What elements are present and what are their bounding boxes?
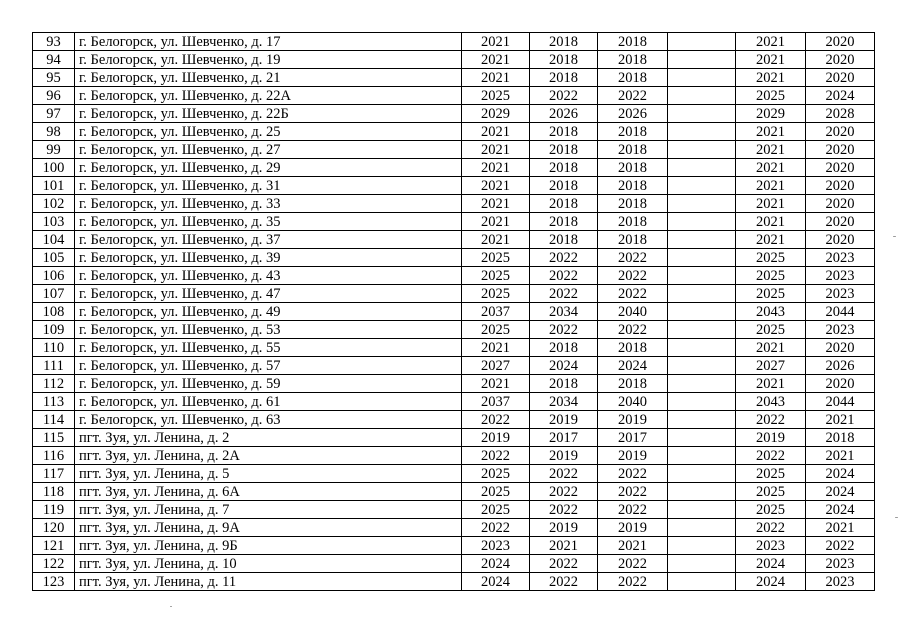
table-row <box>33 573 875 591</box>
year-cell: 2023 <box>806 267 875 285</box>
year-cell: 2034 <box>530 303 598 321</box>
address-cell: пгт. Зуя, ул. Ленина, д. 2 <box>75 429 462 447</box>
year-cell: 2022 <box>598 87 668 105</box>
year-cell: 2019 <box>598 447 668 465</box>
year-cell: 2024 <box>736 555 806 573</box>
year-cell: 2020 <box>806 159 875 177</box>
year-cell <box>668 375 736 393</box>
year-cell: 2022 <box>598 555 668 573</box>
year-cell: 2021 <box>736 123 806 141</box>
row-number: 108 <box>33 303 75 321</box>
table-row <box>33 213 875 231</box>
year-cell: 2018 <box>598 339 668 357</box>
address-cell: г. Белогорск, ул. Шевченко, д. 37 <box>75 231 462 249</box>
year-cell: 2018 <box>598 51 668 69</box>
year-cell <box>668 519 736 537</box>
year-cell: 2020 <box>806 339 875 357</box>
row-number: 122 <box>33 555 75 573</box>
year-cell <box>668 537 736 555</box>
year-cell <box>668 465 736 483</box>
year-cell <box>668 501 736 519</box>
year-cell: 2025 <box>462 483 530 501</box>
year-cell: 2021 <box>462 159 530 177</box>
table-row <box>33 87 875 105</box>
row-number: 120 <box>33 519 75 537</box>
year-cell: 2025 <box>736 321 806 339</box>
year-cell: 2020 <box>806 33 875 51</box>
year-cell: 2022 <box>736 519 806 537</box>
year-cell: 2021 <box>736 375 806 393</box>
year-cell: 2021 <box>736 195 806 213</box>
year-cell: 2043 <box>736 393 806 411</box>
year-cell: 2024 <box>530 357 598 375</box>
row-number: 96 <box>33 87 75 105</box>
row-number: 94 <box>33 51 75 69</box>
year-cell: 2018 <box>598 231 668 249</box>
year-cell <box>668 573 736 591</box>
scan-speck <box>895 517 898 518</box>
buildings-table <box>32 32 875 591</box>
year-cell <box>668 303 736 321</box>
year-cell: 2025 <box>462 465 530 483</box>
year-cell: 2021 <box>462 375 530 393</box>
year-cell <box>668 393 736 411</box>
year-cell: 2022 <box>530 465 598 483</box>
row-number: 121 <box>33 537 75 555</box>
year-cell: 2018 <box>530 213 598 231</box>
year-cell: 2028 <box>806 105 875 123</box>
address-cell: пгт. Зуя, ул. Ленина, д. 7 <box>75 501 462 519</box>
year-cell: 2023 <box>806 285 875 303</box>
year-cell: 2022 <box>736 411 806 429</box>
address-cell: г. Белогорск, ул. Шевченко, д. 61 <box>75 393 462 411</box>
year-cell: 2022 <box>598 483 668 501</box>
year-cell: 2021 <box>462 33 530 51</box>
year-cell: 2021 <box>462 339 530 357</box>
year-cell: 2022 <box>598 321 668 339</box>
year-cell: 2018 <box>598 33 668 51</box>
year-cell: 2023 <box>806 555 875 573</box>
year-cell: 2021 <box>530 537 598 555</box>
address-cell: г. Белогорск, ул. Шевченко, д. 31 <box>75 177 462 195</box>
year-cell <box>668 213 736 231</box>
year-cell: 2022 <box>598 285 668 303</box>
year-cell: 2024 <box>806 87 875 105</box>
address-cell: г. Белогорск, ул. Шевченко, д. 43 <box>75 267 462 285</box>
year-cell: 2018 <box>530 33 598 51</box>
year-cell: 2022 <box>598 249 668 267</box>
address-cell: г. Белогорск, ул. Шевченко, д. 27 <box>75 141 462 159</box>
row-number: 105 <box>33 249 75 267</box>
year-cell: 2018 <box>530 159 598 177</box>
row-number: 102 <box>33 195 75 213</box>
row-number: 115 <box>33 429 75 447</box>
year-cell: 2037 <box>462 393 530 411</box>
year-cell: 2021 <box>736 177 806 195</box>
year-cell: 2018 <box>530 231 598 249</box>
table-row <box>33 519 875 537</box>
year-cell: 2043 <box>736 303 806 321</box>
year-cell: 2025 <box>462 267 530 285</box>
year-cell: 2020 <box>806 123 875 141</box>
table-row <box>33 123 875 141</box>
year-cell: 2025 <box>462 249 530 267</box>
year-cell: 2025 <box>736 285 806 303</box>
row-number: 119 <box>33 501 75 519</box>
address-cell: г. Белогорск, ул. Шевченко, д. 35 <box>75 213 462 231</box>
year-cell: 2020 <box>806 69 875 87</box>
year-cell <box>668 87 736 105</box>
table-row <box>33 33 875 51</box>
row-number: 95 <box>33 69 75 87</box>
year-cell <box>668 555 736 573</box>
row-number: 123 <box>33 573 75 591</box>
address-cell: г. Белогорск, ул. Шевченко, д. 49 <box>75 303 462 321</box>
year-cell: 2018 <box>598 177 668 195</box>
table-row <box>33 177 875 195</box>
row-number: 103 <box>33 213 75 231</box>
year-cell: 2022 <box>736 447 806 465</box>
year-cell: 2022 <box>806 537 875 555</box>
year-cell <box>668 33 736 51</box>
year-cell: 2022 <box>530 483 598 501</box>
row-number: 118 <box>33 483 75 501</box>
year-cell: 2018 <box>806 429 875 447</box>
year-cell <box>668 51 736 69</box>
address-cell: г. Белогорск, ул. Шевченко, д. 57 <box>75 357 462 375</box>
year-cell: 2017 <box>530 429 598 447</box>
row-number: 110 <box>33 339 75 357</box>
address-cell: г. Белогорск, ул. Шевченко, д. 33 <box>75 195 462 213</box>
address-cell: пгт. Зуя, ул. Ленина, д. 11 <box>75 573 462 591</box>
year-cell: 2044 <box>806 303 875 321</box>
year-cell: 2023 <box>806 321 875 339</box>
year-cell: 2037 <box>462 303 530 321</box>
year-cell: 2021 <box>598 537 668 555</box>
address-cell: г. Белогорск, ул. Шевченко, д. 59 <box>75 375 462 393</box>
year-cell: 2026 <box>806 357 875 375</box>
year-cell: 2027 <box>462 357 530 375</box>
year-cell: 2025 <box>736 267 806 285</box>
row-number: 97 <box>33 105 75 123</box>
year-cell: 2018 <box>530 123 598 141</box>
table-row <box>33 195 875 213</box>
year-cell: 2021 <box>462 69 530 87</box>
table-row <box>33 267 875 285</box>
year-cell: 2018 <box>598 159 668 177</box>
year-cell: 2021 <box>736 33 806 51</box>
year-cell: 2034 <box>530 393 598 411</box>
year-cell: 2019 <box>736 429 806 447</box>
year-cell: 2019 <box>462 429 530 447</box>
year-cell <box>668 321 736 339</box>
year-cell: 2022 <box>462 447 530 465</box>
address-cell: г. Белогорск, ул. Шевченко, д. 39 <box>75 249 462 267</box>
year-cell: 2021 <box>462 177 530 195</box>
year-cell: 2020 <box>806 141 875 159</box>
year-cell: 2024 <box>462 573 530 591</box>
year-cell: 2018 <box>598 195 668 213</box>
address-cell: г. Белогорск, ул. Шевченко, д. 17 <box>75 33 462 51</box>
address-cell: г. Белогорск, ул. Шевченко, д. 21 <box>75 69 462 87</box>
table-row <box>33 51 875 69</box>
year-cell: 2024 <box>806 483 875 501</box>
year-cell: 2025 <box>462 87 530 105</box>
year-cell: 2019 <box>598 411 668 429</box>
year-cell: 2018 <box>530 141 598 159</box>
year-cell: 2018 <box>598 123 668 141</box>
year-cell <box>668 195 736 213</box>
year-cell <box>668 123 736 141</box>
year-cell <box>668 69 736 87</box>
year-cell <box>668 483 736 501</box>
year-cell: 2025 <box>462 285 530 303</box>
year-cell: 2019 <box>530 411 598 429</box>
year-cell: 2020 <box>806 51 875 69</box>
year-cell: 2021 <box>736 51 806 69</box>
table-row <box>33 231 875 249</box>
year-cell: 2026 <box>530 105 598 123</box>
year-cell: 2018 <box>598 69 668 87</box>
table-row <box>33 375 875 393</box>
table-row <box>33 393 875 411</box>
year-cell: 2019 <box>530 519 598 537</box>
year-cell: 2022 <box>530 87 598 105</box>
year-cell: 2040 <box>598 303 668 321</box>
year-cell <box>668 285 736 303</box>
row-number: 112 <box>33 375 75 393</box>
table-row <box>33 159 875 177</box>
year-cell: 2021 <box>806 411 875 429</box>
year-cell: 2021 <box>806 519 875 537</box>
year-cell: 2018 <box>530 375 598 393</box>
year-cell <box>668 231 736 249</box>
year-cell: 2021 <box>736 141 806 159</box>
year-cell: 2040 <box>598 393 668 411</box>
year-cell: 2019 <box>530 447 598 465</box>
row-number: 109 <box>33 321 75 339</box>
table-body <box>33 33 875 591</box>
table-row <box>33 447 875 465</box>
year-cell <box>668 447 736 465</box>
year-cell: 2026 <box>598 105 668 123</box>
year-cell <box>668 249 736 267</box>
year-cell: 2021 <box>736 213 806 231</box>
table-row <box>33 483 875 501</box>
year-cell: 2022 <box>598 573 668 591</box>
row-number: 111 <box>33 357 75 375</box>
year-cell: 2020 <box>806 177 875 195</box>
table-row <box>33 321 875 339</box>
year-cell: 2021 <box>462 123 530 141</box>
table-row <box>33 357 875 375</box>
year-cell: 2023 <box>462 537 530 555</box>
year-cell: 2025 <box>736 483 806 501</box>
year-cell: 2025 <box>736 87 806 105</box>
row-number: 114 <box>33 411 75 429</box>
year-cell: 2021 <box>736 159 806 177</box>
row-number: 100 <box>33 159 75 177</box>
year-cell <box>668 267 736 285</box>
year-cell: 2018 <box>530 177 598 195</box>
year-cell <box>668 141 736 159</box>
year-cell: 2024 <box>806 465 875 483</box>
year-cell: 2021 <box>462 195 530 213</box>
row-number: 104 <box>33 231 75 249</box>
year-cell: 2044 <box>806 393 875 411</box>
address-cell: г. Белогорск, ул. Шевченко, д. 22А <box>75 87 462 105</box>
year-cell: 2022 <box>530 555 598 573</box>
year-cell: 2024 <box>598 357 668 375</box>
year-cell: 2027 <box>736 357 806 375</box>
year-cell: 2025 <box>736 249 806 267</box>
year-cell: 2022 <box>462 519 530 537</box>
address-cell: г. Белогорск, ул. Шевченко, д. 19 <box>75 51 462 69</box>
year-cell: 2021 <box>462 231 530 249</box>
year-cell: 2020 <box>806 231 875 249</box>
year-cell: 2022 <box>598 501 668 519</box>
year-cell: 2021 <box>736 339 806 357</box>
table-row <box>33 69 875 87</box>
year-cell: 2024 <box>736 573 806 591</box>
year-cell: 2025 <box>462 321 530 339</box>
scan-speck <box>170 606 172 607</box>
address-cell: г. Белогорск, ул. Шевченко, д. 63 <box>75 411 462 429</box>
year-cell: 2022 <box>598 465 668 483</box>
row-number: 113 <box>33 393 75 411</box>
year-cell <box>668 429 736 447</box>
table-row <box>33 555 875 573</box>
year-cell <box>668 177 736 195</box>
year-cell: 2018 <box>598 375 668 393</box>
table-row <box>33 429 875 447</box>
year-cell: 2021 <box>736 231 806 249</box>
table-row <box>33 141 875 159</box>
year-cell: 2020 <box>806 213 875 231</box>
address-cell: пгт. Зуя, ул. Ленина, д. 10 <box>75 555 462 573</box>
year-cell: 2025 <box>736 501 806 519</box>
table-row <box>33 105 875 123</box>
year-cell: 2023 <box>806 573 875 591</box>
year-cell <box>668 357 736 375</box>
year-cell: 2017 <box>598 429 668 447</box>
year-cell: 2018 <box>530 339 598 357</box>
table-row <box>33 465 875 483</box>
year-cell: 2022 <box>530 267 598 285</box>
year-cell: 2025 <box>736 465 806 483</box>
year-cell: 2022 <box>530 249 598 267</box>
address-cell: пгт. Зуя, ул. Ленина, д. 9Б <box>75 537 462 555</box>
scan-speck <box>893 236 896 237</box>
row-number: 101 <box>33 177 75 195</box>
address-cell: пгт. Зуя, ул. Ленина, д. 9А <box>75 519 462 537</box>
address-cell: г. Белогорск, ул. Шевченко, д. 53 <box>75 321 462 339</box>
table-row <box>33 411 875 429</box>
year-cell: 2021 <box>806 447 875 465</box>
row-number: 107 <box>33 285 75 303</box>
row-number: 98 <box>33 123 75 141</box>
year-cell: 2022 <box>530 501 598 519</box>
year-cell: 2022 <box>530 321 598 339</box>
year-cell <box>668 105 736 123</box>
row-number: 117 <box>33 465 75 483</box>
table-row <box>33 303 875 321</box>
year-cell: 2025 <box>462 501 530 519</box>
year-cell: 2018 <box>530 51 598 69</box>
row-number: 116 <box>33 447 75 465</box>
year-cell: 2022 <box>530 573 598 591</box>
year-cell: 2021 <box>462 141 530 159</box>
year-cell <box>668 159 736 177</box>
row-number: 93 <box>33 33 75 51</box>
table-row <box>33 339 875 357</box>
address-cell: г. Белогорск, ул. Шевченко, д. 47 <box>75 285 462 303</box>
year-cell: 2022 <box>462 411 530 429</box>
year-cell: 2021 <box>736 69 806 87</box>
address-cell: пгт. Зуя, ул. Ленина, д. 6А <box>75 483 462 501</box>
address-cell: г. Белогорск, ул. Шевченко, д. 25 <box>75 123 462 141</box>
year-cell: 2021 <box>462 51 530 69</box>
year-cell: 2023 <box>806 249 875 267</box>
year-cell: 2020 <box>806 195 875 213</box>
address-cell: г. Белогорск, ул. Шевченко, д. 29 <box>75 159 462 177</box>
year-cell: 2018 <box>598 213 668 231</box>
year-cell: 2029 <box>736 105 806 123</box>
year-cell: 2021 <box>462 213 530 231</box>
address-cell: г. Белогорск, ул. Шевченко, д. 55 <box>75 339 462 357</box>
year-cell: 2018 <box>598 141 668 159</box>
year-cell: 2023 <box>736 537 806 555</box>
year-cell: 2024 <box>806 501 875 519</box>
address-cell: пгт. Зуя, ул. Ленина, д. 2А <box>75 447 462 465</box>
year-cell: 2019 <box>598 519 668 537</box>
year-cell: 2022 <box>598 267 668 285</box>
year-cell <box>668 411 736 429</box>
year-cell: 2018 <box>530 69 598 87</box>
year-cell <box>668 339 736 357</box>
table-row <box>33 249 875 267</box>
table-row <box>33 501 875 519</box>
row-number: 106 <box>33 267 75 285</box>
row-number: 99 <box>33 141 75 159</box>
year-cell: 2022 <box>530 285 598 303</box>
year-cell: 2018 <box>530 195 598 213</box>
year-cell: 2029 <box>462 105 530 123</box>
address-cell: г. Белогорск, ул. Шевченко, д. 22Б <box>75 105 462 123</box>
year-cell: 2020 <box>806 375 875 393</box>
year-cell: 2024 <box>462 555 530 573</box>
table-row <box>33 285 875 303</box>
address-cell: пгт. Зуя, ул. Ленина, д. 5 <box>75 465 462 483</box>
table-row <box>33 537 875 555</box>
